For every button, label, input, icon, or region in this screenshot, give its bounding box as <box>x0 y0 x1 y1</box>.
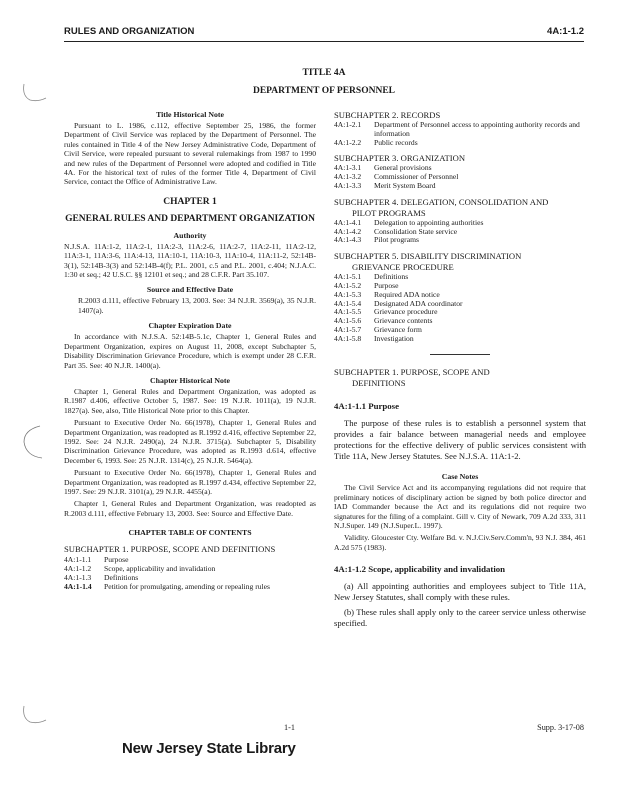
toc-section-number: 4A:1-1.2 <box>64 563 92 573</box>
toc-section-title: Petition for promulgating, amending or repealing rules <box>104 581 270 591</box>
toc-section-title: Definitions <box>104 572 139 582</box>
toc-section-title: Investigation <box>374 333 414 343</box>
toc-list <box>334 164 586 190</box>
toc-section-number: 4A:1-5.8 <box>334 333 362 343</box>
toc-section-number: 4A:1-1.4 <box>64 581 92 591</box>
toc-item <box>334 173 586 182</box>
toc-section-number: 4A:1-5.6 <box>334 316 362 326</box>
subchapter-heading <box>334 367 586 389</box>
toc-subchapter-heading: SUBCHAPTER 3. ORGANIZATION <box>334 153 466 164</box>
chapter-note-paragraph: Chapter 1, General Rules and Department Organization, was adopted as R.1987 d.406, effective October 5, 1987. See: 19 N.J.R. 1011(a), 19 N.J.R. 1827(a). See, also, Title Historical Note prior to this Chapter. <box>64 386 316 415</box>
toc-item <box>334 219 586 228</box>
toc-section-number: 4A:1-5.7 <box>334 324 362 334</box>
toc-section-title: Purpose <box>104 555 129 565</box>
toc-section-number: 4A:1-1.3 <box>64 572 92 582</box>
toc-item <box>334 228 586 237</box>
toc-section-title: Purpose <box>374 280 399 290</box>
toc-section-title: Designated ADA coordinator <box>374 298 463 308</box>
toc-item <box>334 300 586 309</box>
toc-section-title: Pilot programs <box>374 235 419 245</box>
scope-paragraph: (a) All appointing authorities and employees subject to Title 11A, New Jersey Statutes, shall comply with these rules. <box>334 581 586 603</box>
toc-section-number: 4A:1-3.2 <box>334 172 362 182</box>
toc-item <box>334 335 586 344</box>
toc-item <box>334 326 586 335</box>
toc-section-title: Definitions <box>374 272 409 282</box>
expiration-text: In accordance with N.J.S.A. 52:14B-5.1c, Chapter 1, General Rules and Department Organization, expires on August 11, 2008, except Subchapter 5, Disability Discrimination Grievance Procedure, which is exempt under 28 C.F.R. Part 35. See: 40 N.J.R. 1400(a). <box>64 332 316 370</box>
toc-section-number: 4A:1-3.1 <box>334 163 362 173</box>
source-heading: Source and Effective Date <box>146 285 234 295</box>
toc-item <box>64 565 316 574</box>
scope-paragraph: (b) These rules shall apply only to the career service unless otherwise specified. <box>334 606 586 628</box>
toc-section-number: 4A:1-5.1 <box>334 272 362 282</box>
title-heading: TITLE 4A <box>302 68 346 78</box>
section-heading-purpose: 4A:1-1.1 Purpose <box>334 400 399 411</box>
toc-list <box>334 273 586 343</box>
toc-section-title: Grievance form <box>374 324 422 334</box>
toc-list <box>334 121 586 147</box>
toc-section-title: Required ADA notice <box>374 289 440 299</box>
chapter-historical-note-heading: Chapter Historical Note <box>150 375 230 385</box>
subchapter-heading-line: SUBCHAPTER 1. PURPOSE, SCOPE AND <box>334 366 490 377</box>
toc-subchapter-heading: SUBCHAPTER 1. PURPOSE, SCOPE AND DEFINITIONS <box>64 544 276 555</box>
toc-section-number: 4A:1-4.3 <box>334 235 362 245</box>
left-column <box>64 110 316 597</box>
toc-section-number: 4A:1-5.2 <box>334 280 362 290</box>
right-column <box>334 110 586 629</box>
toc-item <box>334 164 586 173</box>
supplement-date: Supp. 3-17-08 <box>537 723 584 732</box>
punch-mark <box>20 704 50 726</box>
chapter-note-paragraph: Chapter 1, General Rules and Department Organization, was readopted as R.2003 d.111, effective February 13, 2003. See: Source and Effective Date. <box>64 499 316 518</box>
punch-mark <box>18 422 52 462</box>
toc-section-title: General provisions <box>374 163 432 173</box>
toc-subchapter-heading-line: SUBCHAPTER 4. DELEGATION, CONSOLIDATION AND <box>334 196 549 207</box>
toc-section-number: 4A:1-5.4 <box>334 298 362 308</box>
toc-subchapter-heading-line: SUBCHAPTER 5. DISABILITY DISCRIMINATION <box>334 251 522 262</box>
toc-item <box>334 273 586 282</box>
toc-subchapter-heading-cont: PILOT PROGRAMS <box>352 207 426 218</box>
toc-section-title: Grievance contents <box>374 316 433 326</box>
toc-list <box>334 219 586 245</box>
page-number: 1-1 <box>284 723 295 732</box>
toc-item <box>64 583 316 592</box>
toc-item <box>334 182 586 191</box>
toc-list <box>64 556 316 591</box>
library-watermark: New Jersey State Library <box>122 740 296 757</box>
title-historical-note-text: Pursuant to L. 1986, c.112, effective September 25, 1986, the former Department of Civil Service was replaced by the Department of Personnel. The rules contained in Title 4 of the New Jersey Administrative Code, Department of Civil Service, were repealed pursuant to several rulemakings from 1987 to 1990 and new rules of the Department of Personnel were adopted and codified in Title 4A. For the historical text of rules of the former Title 4, Department of Civil Service, contact the Office of Administrative Law. <box>64 121 316 187</box>
chapter-title: GENERAL RULES AND DEPARTMENT ORGANIZATION <box>65 213 315 224</box>
case-note-paragraph: Validity. Gloucester Cty. Welfare Bd. v. N.J.Civ.Serv.Comm'n, 93 N.J. 384, 461 A.2d 575 (1983). <box>334 533 586 552</box>
chapter-note-paragraph: Pursuant to Executive Order No. 66(1978), Chapter 1, General Rules and Department Organization, was readopted as R.1997 d.434, effective September 22, 1997. See: 29 N.J.R. 3101(a), 29 N.J.R. 4455(a). <box>64 468 316 496</box>
source-text: R.2003 d.111, effective February 13, 2003. See: 34 N.J.R. 3569(a), 35 N.J.R. 1407(a). <box>78 296 316 315</box>
punch-mark <box>20 82 50 104</box>
toc-item <box>334 317 586 326</box>
toc-section-number: 4A:1-5.3 <box>334 289 362 299</box>
toc-section-title: Delegation to appointing authorities <box>374 217 484 227</box>
toc-section-title: Merit System Board <box>374 180 436 190</box>
department-heading: DEPARTMENT OF PERSONNEL <box>252 86 395 96</box>
header-section-number: 4A:1-1.2 <box>547 26 584 37</box>
chapter-note-paragraph: Pursuant to Executive Order No. 66(1978), Chapter 1, General Rules and Department Organization, was readopted as R.1992 d.416, effective September 22, 1992. See: 24 N.J.R. 2490(a), 24 N.J.R. 3715(a). Subchapter 5, Disability Discrimination Grievance Procedure, was adopted as R.1993 d.614, effective December 6, 1993. See: 25 N.J.R. 1314(c), 25 N.J.R. 5464(a). <box>64 418 316 465</box>
toc-item <box>334 282 586 291</box>
toc-subchapter-heading-cont: GRIEVANCE PROCEDURE <box>352 262 454 273</box>
toc-section-title: Grievance procedure <box>374 307 438 317</box>
case-note-paragraph: The Civil Service Act and its accompanying regulations did not require that preliminary notices of disciplinary action be signed by both police director and IAD Commander because the Act and its regulations did not require two signatures for the filing of a complaint. Gill v. City of Newark, 709 A.2d 333, 311 N.J.Super. 149 (N.J.Super.L. 1997). <box>334 483 586 530</box>
toc-section-number: 4A:1-3.3 <box>334 180 362 190</box>
chapter-toc-heading: CHAPTER TABLE OF CONTENTS <box>128 528 252 538</box>
chapter-heading: CHAPTER 1 <box>163 196 217 207</box>
toc-section-title: Commissioner of Personnel <box>374 172 459 182</box>
section-divider <box>430 354 490 355</box>
running-header <box>64 26 584 40</box>
title-historical-note-heading: Title Historical Note <box>156 110 224 119</box>
authority-heading: Authority <box>173 230 207 240</box>
toc-subchapter-heading <box>334 197 586 219</box>
toc-section-title: Public records <box>374 137 418 147</box>
purpose-text: The purpose of these rules is to establish a personnel system that provides a fair balance between managerial needs and employee protections for the effective delivery of public services consistent with Title 11A, New Jersey Statutes. See N.J.S.A. 11A:1-2. <box>334 417 586 462</box>
toc-section-number: 4A:1-5.5 <box>334 307 362 317</box>
toc-section-number: 4A:1-2.1 <box>334 120 362 129</box>
toc-subchapter-heading <box>334 251 586 273</box>
authority-text: N.J.S.A. 11A:1-2, 11A:2-1, 11A:2-3, 11A:2-6, 11A:2-7, 11A:2-11, 11A:2-12, 11A:3-1, 11A:3-6, 11A:4-13, 11A:10-1, 11A:10-3, 11A:10-4, 11A:11-2, 52:14B-3(1), 52:14B-3(3) and 52:14B-4(f); P.L. 2001, c.5 and P.L. 2001, c.404; N.J.A.C. 1:30 et seq.; 42 U.S.C. §§ 12101 et seq.; and 28 C.F.R. Part 35.107. <box>64 241 316 280</box>
toc-item <box>334 308 586 317</box>
header-title: RULES AND ORGANIZATION <box>64 26 195 37</box>
subchapter-heading-cont: DEFINITIONS <box>352 377 406 388</box>
case-notes-heading: Case Notes <box>441 472 479 482</box>
toc-item <box>334 139 586 148</box>
toc-item <box>334 121 586 139</box>
toc-section-title: Scope, applicability and invalidation <box>104 563 216 573</box>
toc-section-title: Consolidation State service <box>374 226 458 236</box>
toc-item <box>334 236 586 245</box>
expiration-heading: Chapter Expiration Date <box>148 321 232 331</box>
toc-section-number: 4A:1-1.1 <box>64 555 92 565</box>
section-heading-scope: 4A:1-1.2 Scope, applicability and invalidation <box>334 564 506 575</box>
toc-section-title: Department of Personnel access to appointing authority records and information <box>374 120 580 138</box>
toc-section-number: 4A:1-4.2 <box>334 226 362 236</box>
toc-section-number: 4A:1-4.1 <box>334 217 362 227</box>
header-rule <box>64 41 584 42</box>
toc-subchapter-heading: SUBCHAPTER 2. RECORDS <box>334 110 441 120</box>
toc-section-number: 4A:1-2.2 <box>334 137 362 147</box>
